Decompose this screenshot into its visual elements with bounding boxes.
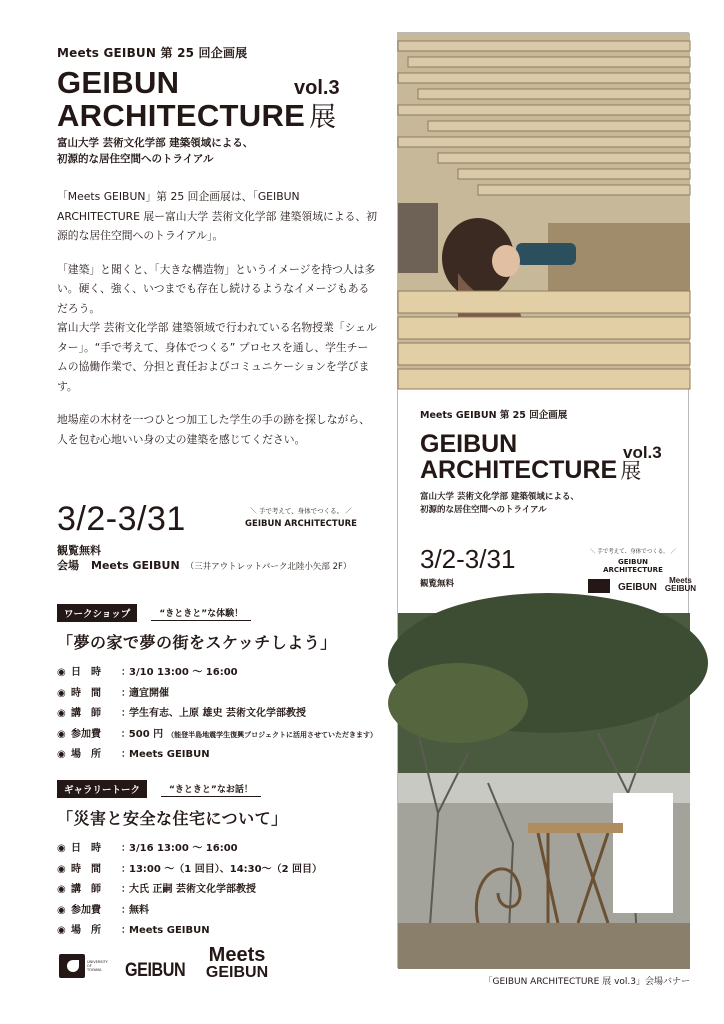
banner-title-line1: GEIBUN xyxy=(420,430,518,458)
talk-badge: ギャラリートーク xyxy=(57,780,147,798)
banner-dates: 3/2-3/31 xyxy=(420,544,516,574)
bullet-icon: ◉ xyxy=(57,708,66,719)
title-vol: vol.3 xyxy=(294,77,340,99)
intro-column xyxy=(57,44,377,463)
banner-logos xyxy=(588,577,696,593)
stamp-small-text: ＼ 手で考えて、身体でつくる。 ／ xyxy=(250,507,352,515)
talk-header xyxy=(57,780,377,798)
footer-logos xyxy=(57,946,268,982)
title-architecture: ARCHITECTURE xyxy=(57,98,306,133)
geibun-logo: GEIBUN xyxy=(125,960,186,981)
talk-note: “きときと”なお話！ xyxy=(161,782,261,797)
workshop-row: ◉ 日 時 ： 3/10 13:00 ～ 16:00 xyxy=(57,667,238,678)
workshop-section xyxy=(57,604,377,766)
tagline-stamp xyxy=(245,506,357,529)
bullet-icon: ◉ xyxy=(57,749,66,760)
title-line1: GEIBUN xyxy=(57,65,180,100)
bullet-icon: ◉ xyxy=(57,884,66,895)
workshop-badge: ワークショップ xyxy=(57,604,137,622)
bullet-icon: ◉ xyxy=(57,904,66,916)
description-para2b: 富山大学 芸術文化学部 建築領域で行われている名物授業「シェルター」。“手で考えて、身体でつくる” プロセスを通し、学生チームの協働作業で、分担と責任およびコミュニケーションを学びます。 xyxy=(57,321,377,393)
description-para2a: 「建築」と聞くと、「大きな構造物」というイメージを持つ人は多い。硬く、強く、いつまでも存在し続けるようなイメージもあるだろう。 xyxy=(57,262,376,315)
tagline-line2: 初源的な居住空間へのトライアル xyxy=(57,153,214,165)
banner-vol: vol.3 xyxy=(623,443,662,462)
banner-free: 観覧無料 xyxy=(420,579,455,589)
banner-stamp-small: ＼ 手で考えて、身体でつくる。 ／ xyxy=(590,549,676,555)
bullet-icon: ◉ xyxy=(57,667,66,678)
title-line2 xyxy=(57,100,336,133)
workshop-details xyxy=(57,663,377,766)
banner-stamp xyxy=(588,547,678,574)
exhibition-subtitle: Meets GEIBUN 第 25 回企画展 xyxy=(57,46,248,60)
workshop-row: ◉ 参加費 ： 500 円 （能登半島地震学生復興プロジェクトに活用させていただきます） xyxy=(57,728,377,740)
bullet-icon: ◉ xyxy=(57,728,66,740)
banner-meets-logo: Meets GEIBUN xyxy=(664,576,697,593)
workshop-row: ◉ 場 所 ： Meets GEIBUN xyxy=(57,749,210,760)
bullet-icon: ◉ xyxy=(57,925,66,936)
description xyxy=(57,187,377,449)
talk-details xyxy=(57,839,377,942)
banner-title-line2: ARCHITECTURE 展 xyxy=(420,456,642,484)
talk-row: ◉ 日 時 ： 3/16 13:00 ～ 16:00 xyxy=(57,843,238,854)
talk-row: ◉ 講 師 ： 大氏 正嗣 芸術文化学部教授 xyxy=(57,884,256,895)
meets-geibun-logo: Meets GEIBUN xyxy=(205,944,269,981)
workshop-title: 「夢の家で夢の街をスケッチしよう」 xyxy=(57,633,337,652)
admission-free: 観覧無料 xyxy=(57,544,101,557)
bullet-icon: ◉ xyxy=(57,843,66,854)
venue-name: Meets GEIBUN xyxy=(91,559,180,572)
bullet-icon: ◉ xyxy=(57,687,66,699)
banner-caption: 「GEIBUN ARCHITECTURE 展 vol.3」会場バナー xyxy=(483,977,690,987)
description-para3: 地場産の木材を一つひとつ加工した学生の手の跡を探しながら、人を包む心地いい身の丈の建築を感じてください。 xyxy=(57,413,370,446)
description-para2 xyxy=(57,260,377,397)
banner-university-logo xyxy=(588,579,610,593)
description-para1: 「Meets GEIBUN」第 25 回企画展は、「GEIBUN ARCHITECTURE 展ー富山大学 芸術文化学部 建築領域による、初源的な居住空間へのトライアル」。 xyxy=(57,190,377,242)
banner-geibun-logo: GEIBUN xyxy=(618,582,657,593)
tagline xyxy=(57,135,377,167)
exhibition-title xyxy=(57,65,377,133)
talk-row: ◉ 場 所 ： Meets GEIBUN xyxy=(57,925,210,936)
university-logo xyxy=(57,950,108,982)
workshop-header xyxy=(57,604,377,622)
banner-stamp-big: GEIBUN ARCHITECTURE xyxy=(603,558,663,574)
workshop-row: ◉ 時 間 ： 適宜開催 xyxy=(57,687,169,699)
talk-row: ◉ 参加費 ： 無料 xyxy=(57,904,149,916)
tagline-line1: 富山大学 芸術文化学部 建築領域による、 xyxy=(57,137,254,149)
banner-title-block xyxy=(420,407,680,517)
workshop-row: ◉ 講 師 ： 学生有志、上原 雄史 芸術文化学部教授 xyxy=(57,708,306,719)
venue-detail: （三井アウトレットパーク北陸小矢部 2F） xyxy=(185,562,352,572)
banner-tagline: 富山大学 芸術文化学部 建築領域による、 初源的な居住空間へのトライアル xyxy=(420,492,579,515)
talk-section xyxy=(57,780,377,942)
event-dates: 3/2-3/31 xyxy=(57,500,186,538)
bullet-icon: ◉ xyxy=(57,863,66,875)
stamp-big-text: GEIBUN ARCHITECTURE xyxy=(245,519,357,529)
venue-banner xyxy=(397,32,697,968)
venue-label: 会場 xyxy=(57,559,79,572)
banner-subtitle: Meets GEIBUN 第 25 回企画展 xyxy=(420,410,568,421)
title-suffix: 展 xyxy=(309,102,337,132)
workshop-note: “きときと”な体験！ xyxy=(151,606,251,621)
photo-student-building xyxy=(398,33,690,389)
university-logo-text: UNIVERSITY OF TOYAMA xyxy=(87,960,108,972)
talk-title: 「災害と安全な住宅について」 xyxy=(57,809,288,828)
talk-row: ◉ 時 間 ： 13:00 ～（1 回目）、14:30～（2 回目） xyxy=(57,863,323,875)
venue xyxy=(57,557,351,573)
photo-outdoor-structure xyxy=(398,613,690,969)
